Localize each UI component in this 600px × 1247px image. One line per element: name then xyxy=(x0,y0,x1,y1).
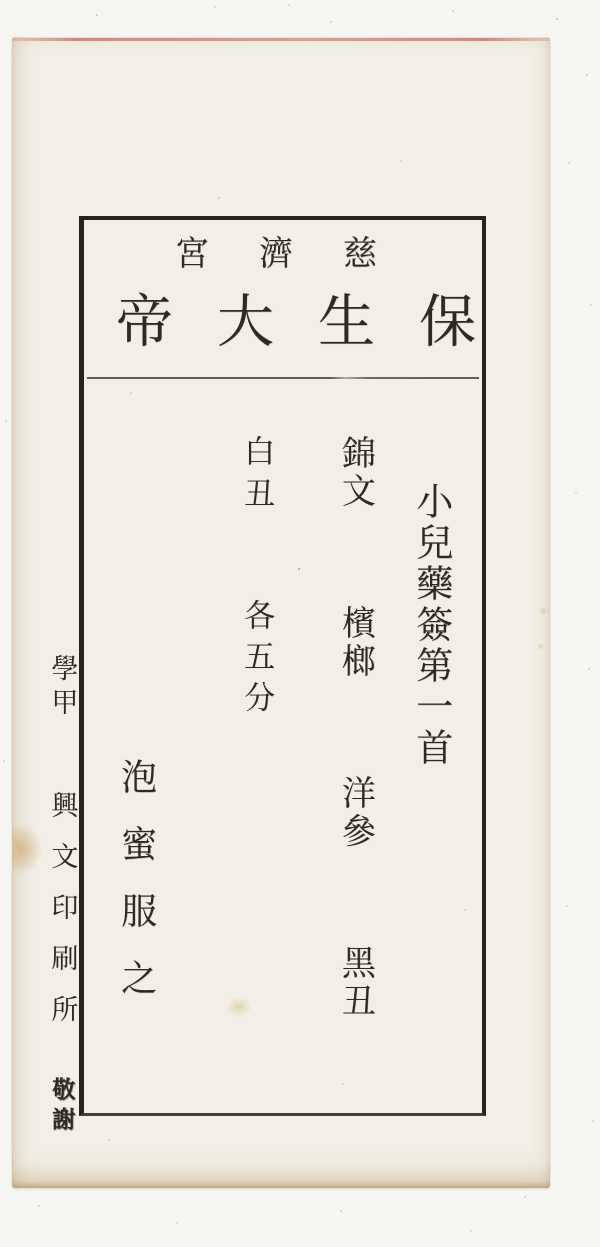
printer-shop: 興文印刷所 xyxy=(46,791,78,1046)
ingredients-column-right xyxy=(335,435,376,1021)
ingredient-item: 白丑 xyxy=(238,435,275,519)
deity-name xyxy=(84,289,482,355)
ingredients-column-left xyxy=(239,435,273,722)
dosage-note: 各五分 xyxy=(238,599,275,722)
header-character: 生 xyxy=(318,289,375,355)
printer-credit xyxy=(46,654,78,1137)
border-frame xyxy=(79,216,486,1116)
header-character: 宮 xyxy=(175,234,209,274)
temple-name xyxy=(84,234,482,274)
scanner-dust-specks xyxy=(0,0,2,2)
stain xyxy=(12,823,42,875)
usage-instructions: 泡蜜服之 xyxy=(115,758,157,1026)
ingredient-item: 洋參 xyxy=(335,775,376,851)
printer-closing: 敬謝 xyxy=(48,1077,76,1137)
separator-line xyxy=(87,377,479,379)
ingredient-item: 檳榔 xyxy=(335,605,376,681)
stain xyxy=(537,643,544,650)
header-character: 保 xyxy=(419,289,476,355)
printer-town: 學甲 xyxy=(46,654,78,722)
header-character: 濟 xyxy=(259,234,293,274)
header-character: 大 xyxy=(217,289,274,355)
paper-sheet xyxy=(12,37,550,1188)
prescription-title: 小兒藥簽第一首 xyxy=(409,482,453,769)
header-character: 慈 xyxy=(343,234,377,274)
ingredient-item: 錦文 xyxy=(335,435,376,511)
stain xyxy=(539,607,547,615)
paper-dust-specks xyxy=(12,37,14,39)
ingredient-item: 黑丑 xyxy=(335,945,376,1021)
header-character: 帝 xyxy=(116,289,173,355)
paper-top-red-edge xyxy=(12,38,550,41)
